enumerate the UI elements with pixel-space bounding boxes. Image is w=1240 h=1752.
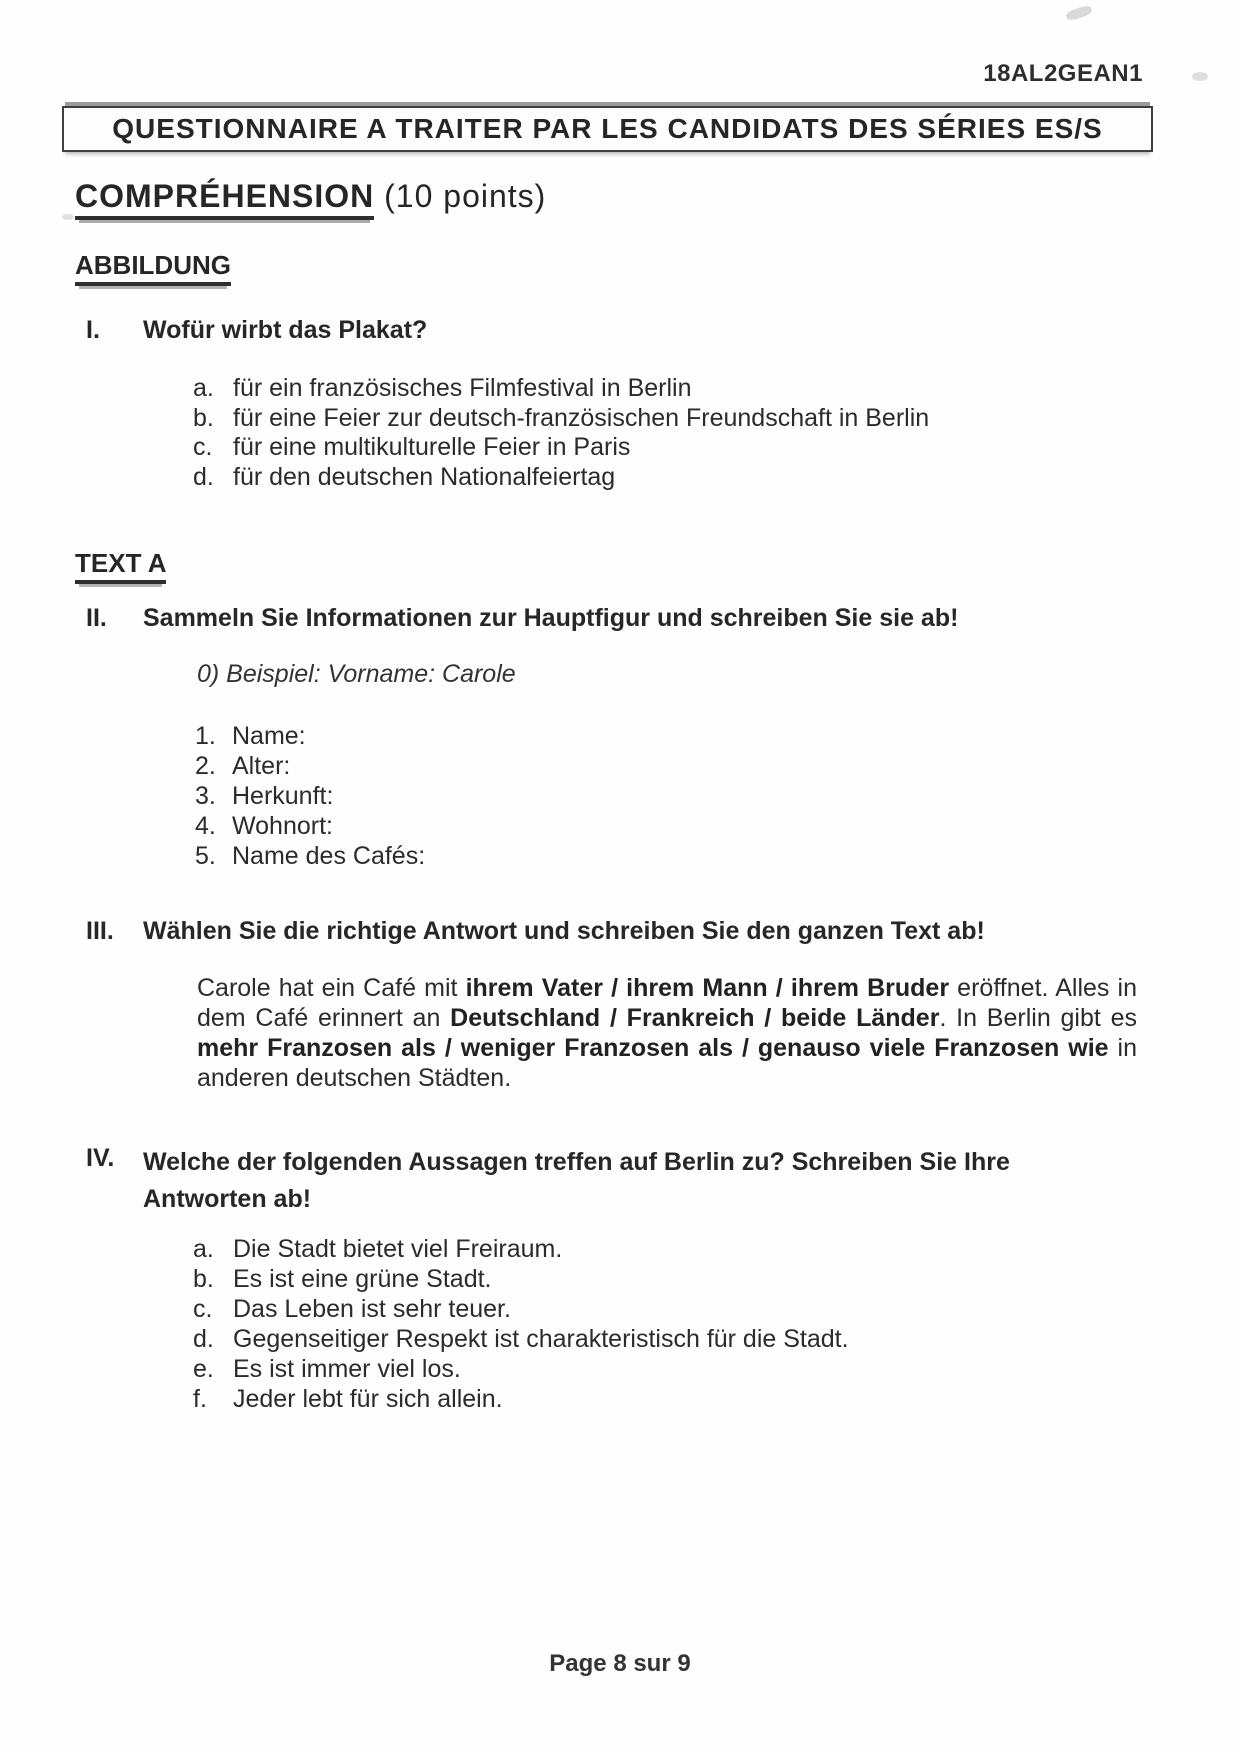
option-row: [193, 404, 929, 434]
question-1-prompt: Wofür wirbt das Plakat?: [143, 316, 428, 344]
option-text: Das Leben ist sehr teuer.: [233, 1295, 511, 1323]
field-row: [195, 721, 425, 751]
option-row: [193, 1264, 849, 1294]
field-row: [195, 751, 425, 781]
option-text: Es ist immer viel los.: [233, 1355, 461, 1383]
option-letter: c.: [193, 1295, 213, 1323]
question-3-numeral: III.: [86, 917, 114, 945]
option-text: Es ist eine grüne Stadt.: [233, 1265, 492, 1293]
option-row: [193, 374, 929, 404]
option-letter: a.: [193, 374, 214, 402]
option-letter: b.: [193, 403, 214, 432]
option-text: Jeder lebt für sich allein.: [233, 1385, 503, 1413]
option-text: für den deutschen Nationalfeiertag: [233, 462, 616, 491]
question-4-prompt: [143, 1144, 1010, 1218]
field-number: 2.: [195, 752, 216, 780]
question-2-numeral: II.: [86, 604, 107, 632]
field-label: Wohnort:: [232, 812, 333, 840]
gap-fill-paragraph: Carole hat ein Café mit ihrem Vater / ihrem Mann / ihrem Bruder eröffnet. Alles in dem Café erinnert an Deutschland / Frankreich / beide Länder. In Berlin gibt es mehr Franzosen als / weniger Franzosen als / genauso viele Franzosen wie in anderen deutschen Städten.: [197, 974, 1138, 1092]
option-row: [193, 1234, 849, 1264]
option-row: [193, 463, 929, 493]
section-abbildung-label: ABBILDUNG: [75, 250, 231, 286]
option-row: [193, 1324, 849, 1354]
field-number: 4.: [195, 812, 216, 840]
field-number: 3.: [195, 782, 216, 810]
question-1-options: [193, 374, 929, 492]
scan-smudge: [1065, 4, 1093, 22]
field-number: 5.: [195, 842, 216, 870]
field-number: 1.: [195, 722, 216, 750]
question-2-prompt: Sammeln Sie Informationen zur Hauptfigur und schreiben Sie sie ab!: [143, 604, 959, 632]
option-letter: a.: [193, 1235, 214, 1263]
option-row: [193, 1384, 849, 1414]
question-4-options: [193, 1234, 849, 1414]
question-4-prompt-line: Welche der folgenden Aussagen treffen auf Berlin zu? Schreiben Sie Ihre: [143, 1148, 1010, 1176]
scan-dot: [1192, 72, 1208, 81]
field-row: [195, 811, 425, 841]
section-text-a-heading: [75, 548, 166, 579]
question-4-prompt-line: Antworten ab!: [143, 1185, 312, 1213]
section-abbildung-heading: [75, 250, 231, 281]
option-letter: c.: [193, 433, 213, 461]
field-label: Name:: [232, 722, 306, 750]
option-row: [193, 433, 929, 463]
scan-fleck: [62, 214, 74, 220]
question-4: [86, 1144, 1010, 1218]
question-4-numeral: IV.: [86, 1144, 115, 1172]
question-2-example: 0) Beispiel: Vorname: Carole: [197, 660, 516, 688]
section-text-a-label: TEXT A: [75, 548, 166, 584]
field-label: Name des Cafés:: [232, 842, 426, 870]
option-text: Die Stadt bietet viel Freiraum.: [233, 1235, 563, 1263]
comprehension-title: COMPRÉHENSION: [75, 178, 374, 220]
question-3-prompt: Wählen Sie die richtige Antwort und schreiben Sie den ganzen Text ab!: [143, 917, 985, 945]
option-text: für eine Feier zur deutsch-französischen Freundschaft in Berlin: [233, 403, 930, 432]
field-label: Herkunft:: [232, 782, 334, 810]
document-code: 18AL2GEAN1: [983, 60, 1143, 87]
option-text: für eine multikulturelle Feier in Paris: [233, 433, 631, 461]
question-3: [86, 917, 985, 946]
option-letter: f.: [193, 1385, 207, 1413]
question-2-fields: [195, 721, 425, 871]
option-row: [193, 1354, 849, 1384]
comprehension-points: (10 points): [384, 178, 547, 214]
option-row: [193, 1294, 849, 1324]
comprehension-heading: [75, 178, 546, 215]
question-1-numeral: I.: [86, 316, 100, 344]
field-row: [195, 781, 425, 811]
option-letter: e.: [193, 1355, 214, 1383]
page-number: Page 8 sur 9: [549, 1650, 691, 1677]
field-label: Alter:: [232, 752, 291, 780]
option-letter: d.: [193, 1325, 214, 1353]
series-banner-text: QUESTIONNAIRE A TRAITER PAR LES CANDIDATS DES SÉRIES ES/S: [112, 113, 1103, 144]
option-letter: b.: [193, 1265, 214, 1293]
option-letter: d.: [193, 462, 214, 491]
question-1: [86, 316, 427, 345]
field-row: [195, 841, 425, 871]
series-banner: [62, 106, 1153, 152]
question-2: [86, 604, 958, 633]
option-text: Gegenseitiger Respekt ist charakteristisch für die Stadt.: [233, 1325, 849, 1353]
option-text: für ein französisches Filmfestival in Berlin: [233, 374, 692, 402]
